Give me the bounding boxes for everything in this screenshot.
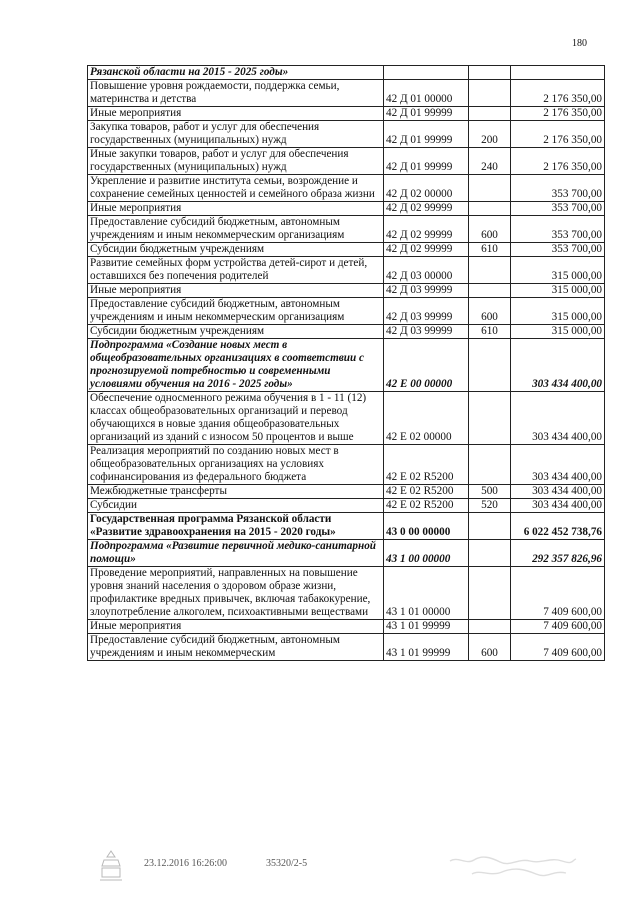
cell-name: Предоставление субсидий бюджетным, автономным учреждениям и иным некоммерческим организациям — [88, 216, 384, 243]
table-row — [88, 107, 605, 121]
cell-vr — [469, 257, 511, 284]
cell-name: Реализация мероприятий по созданию новых мест в общеобразовательных организациях на условиях софинансирования из федерального бюджета — [88, 445, 384, 485]
cell-vr — [469, 567, 511, 620]
cell-vr — [469, 107, 511, 121]
table-row — [88, 634, 605, 661]
cell-code: 42 Д 01 99999 — [384, 148, 469, 175]
cell-vr — [469, 339, 511, 392]
cell-vr: 240 — [469, 148, 511, 175]
table-row — [88, 148, 605, 175]
cell-sum: 353 700,00 — [511, 216, 605, 243]
cell-sum: 6 022 452 738,76 — [511, 513, 605, 540]
cell-vr — [469, 540, 511, 567]
cell-code — [384, 66, 469, 80]
cell-name: Иные мероприятия — [88, 202, 384, 216]
table-row — [88, 66, 605, 80]
cell-vr — [469, 513, 511, 540]
table-row — [88, 202, 605, 216]
cell-vr — [469, 175, 511, 202]
cell-name: Иные мероприятия — [88, 620, 384, 634]
cell-code: 43 1 01 99999 — [384, 620, 469, 634]
watermark-stamp — [448, 853, 578, 879]
budget-table-body — [88, 66, 605, 661]
cell-sum: 303 434 400,00 — [511, 392, 605, 445]
cell-name: Субсидии бюджетным учреждениям — [88, 325, 384, 339]
cell-code: 43 0 00 00000 — [384, 513, 469, 540]
cell-vr: 610 — [469, 243, 511, 257]
cell-sum: 353 700,00 — [511, 175, 605, 202]
cell-code: 42 Е 02 R5200 — [384, 485, 469, 499]
cell-code: 42 Д 02 99999 — [384, 243, 469, 257]
cell-vr: 600 — [469, 298, 511, 325]
cell-vr: 200 — [469, 121, 511, 148]
seal-icon — [96, 848, 126, 884]
cell-sum: 292 357 826,96 — [511, 540, 605, 567]
cell-vr: 600 — [469, 634, 511, 661]
cell-name: Повышение уровня рождаемости, поддержка семьи, материнства и детства — [88, 80, 384, 107]
cell-sum: 2 176 350,00 — [511, 80, 605, 107]
cell-code: 42 Е 02 00000 — [384, 392, 469, 445]
table-row — [88, 216, 605, 243]
page-number: 180 — [572, 38, 587, 49]
cell-code: 43 1 00 00000 — [384, 540, 469, 567]
table-row — [88, 445, 605, 485]
cell-name: Подпрограмма «Создание новых мест в общеобразовательных организациях в соответствии с прогнозируемой потребностью и современными условиями обучения на 2016 - 2025 годы» — [88, 339, 384, 392]
cell-code: 42 Д 01 00000 — [384, 80, 469, 107]
cell-vr: 500 — [469, 485, 511, 499]
cell-vr: 610 — [469, 325, 511, 339]
cell-name: Подпрограмма «Развитие первичной медико-санитарной помощи» — [88, 540, 384, 567]
cell-sum: 7 409 600,00 — [511, 634, 605, 661]
cell-code: 42 Д 03 99999 — [384, 298, 469, 325]
table-row — [88, 284, 605, 298]
cell-code: 43 1 01 00000 — [384, 567, 469, 620]
cell-name: Рязанской области на 2015 - 2025 годы» — [88, 66, 384, 80]
cell-name: Обеспечение односменного режима обучения в 1 - 11 (12) классах общеобразовательных организаций и перевод обучающихся в новые здания общеобразовательных организаций из зданий с износом 50 процентов и выше — [88, 392, 384, 445]
cell-name: Иные мероприятия — [88, 284, 384, 298]
cell-vr — [469, 66, 511, 80]
cell-vr: 600 — [469, 216, 511, 243]
cell-sum: 7 409 600,00 — [511, 620, 605, 634]
table-row — [88, 567, 605, 620]
cell-name: Закупка товаров, работ и услуг для обеспечения государственных (муниципальных) нужд — [88, 121, 384, 148]
cell-name: Государственная программа Рязанской области «Развитие здравоохранения на 2015 - 2020 годы» — [88, 513, 384, 540]
cell-code: 42 Е 02 R5200 — [384, 445, 469, 485]
cell-code: 42 Д 02 00000 — [384, 175, 469, 202]
table-row — [88, 339, 605, 392]
cell-code: 42 Д 02 99999 — [384, 202, 469, 216]
cell-name: Иные закупки товаров, работ и услуг для обеспечения государственных (муниципальных) нужд — [88, 148, 384, 175]
cell-code: 42 Д 02 99999 — [384, 216, 469, 243]
table-row — [88, 620, 605, 634]
cell-sum: 2 176 350,00 — [511, 107, 605, 121]
cell-vr — [469, 620, 511, 634]
cell-sum: 2 176 350,00 — [511, 148, 605, 175]
table-row — [88, 325, 605, 339]
cell-code: 42 Д 03 00000 — [384, 257, 469, 284]
cell-name: Субсидии бюджетным учреждениям — [88, 243, 384, 257]
cell-name: Проведение мероприятий, направленных на повышение уровня знаний населения о здоровом образе жизни, профилактике вредных привычек, включая табакокурение, злоупотребление алкоголем, психоактивными веществами — [88, 567, 384, 620]
table-row — [88, 257, 605, 284]
table-row — [88, 243, 605, 257]
table-row — [88, 499, 605, 513]
cell-vr: 520 — [469, 499, 511, 513]
cell-code: 42 Д 03 99999 — [384, 325, 469, 339]
cell-sum — [511, 66, 605, 80]
cell-code: 42 Е 00 00000 — [384, 339, 469, 392]
table-row — [88, 80, 605, 107]
cell-sum: 353 700,00 — [511, 202, 605, 216]
cell-sum: 303 434 400,00 — [511, 445, 605, 485]
cell-sum: 315 000,00 — [511, 284, 605, 298]
cell-sum: 303 434 400,00 — [511, 485, 605, 499]
cell-code: 42 Д 01 99999 — [384, 107, 469, 121]
table-row — [88, 392, 605, 445]
table-row — [88, 121, 605, 148]
cell-name: Субсидии — [88, 499, 384, 513]
cell-sum: 303 434 400,00 — [511, 339, 605, 392]
cell-name: Предоставление субсидий бюджетным, автономным учреждениям и иным некоммерческим — [88, 634, 384, 661]
cell-name: Развитие семейных форм устройства детей-сирот и детей, оставшихся без попечения родителей — [88, 257, 384, 284]
cell-sum: 315 000,00 — [511, 325, 605, 339]
table-row — [88, 298, 605, 325]
cell-vr — [469, 202, 511, 216]
cell-vr — [469, 284, 511, 298]
cell-sum: 315 000,00 — [511, 298, 605, 325]
cell-vr — [469, 445, 511, 485]
cell-vr — [469, 80, 511, 107]
footer-date: 23.12.2016 16:26:00 — [144, 858, 228, 869]
cell-sum: 7 409 600,00 — [511, 567, 605, 620]
footer-doc-id: 35320/2-5 — [266, 858, 308, 869]
cell-name: Межбюджетные трансферты — [88, 485, 384, 499]
table-row — [88, 513, 605, 540]
cell-name: Укрепление и развитие института семьи, возрождение и сохранение семейных ценностей и семейного образа жизни — [88, 175, 384, 202]
cell-name: Предоставление субсидий бюджетным, автономным учреждениям и иным некоммерческим организациям — [88, 298, 384, 325]
table-row — [88, 485, 605, 499]
cell-code: 42 Д 03 99999 — [384, 284, 469, 298]
budget-table — [87, 65, 605, 661]
cell-code: 42 Е 02 R5200 — [384, 499, 469, 513]
cell-sum: 2 176 350,00 — [511, 121, 605, 148]
cell-vr — [469, 392, 511, 445]
cell-sum: 353 700,00 — [511, 243, 605, 257]
cell-sum: 315 000,00 — [511, 257, 605, 284]
cell-code: 43 1 01 99999 — [384, 634, 469, 661]
cell-code: 42 Д 01 99999 — [384, 121, 469, 148]
cell-sum: 303 434 400,00 — [511, 499, 605, 513]
table-row — [88, 540, 605, 567]
table-row — [88, 175, 605, 202]
cell-name: Иные мероприятия — [88, 107, 384, 121]
